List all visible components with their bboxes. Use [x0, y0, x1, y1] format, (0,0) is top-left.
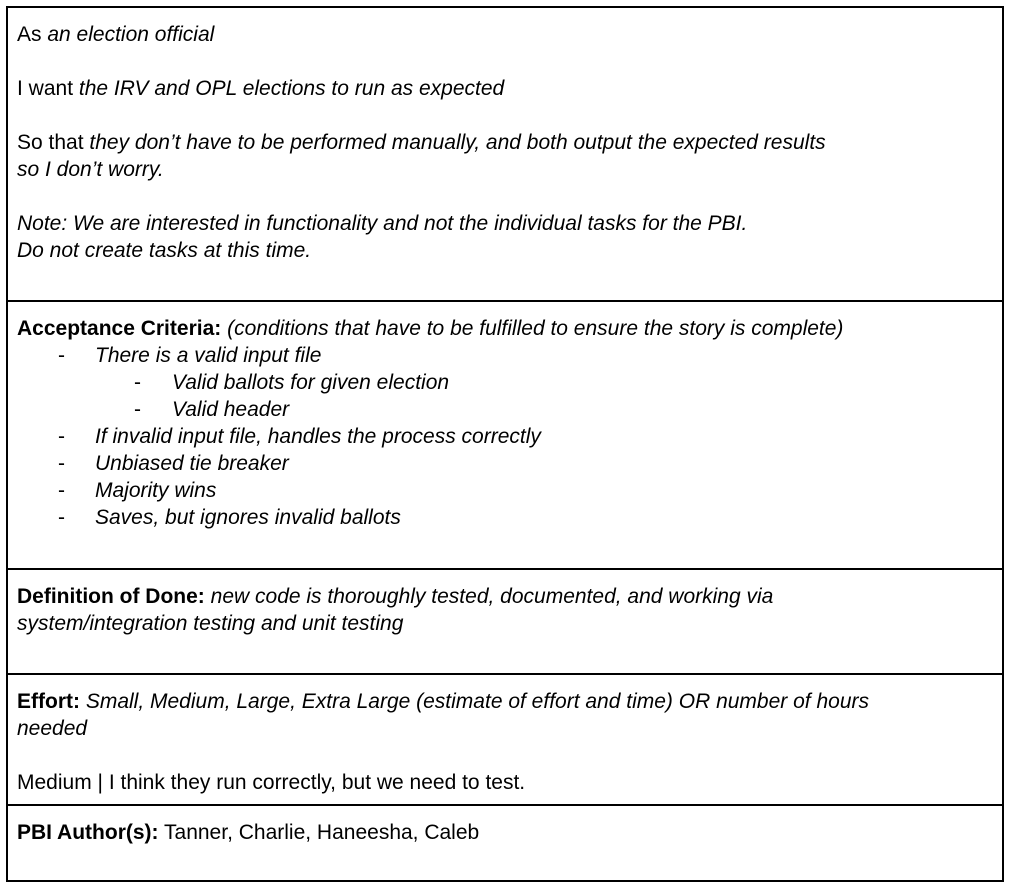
effort-description-cont: needed: [17, 717, 88, 740]
bullet-dash: -: [58, 425, 65, 448]
as-value: an election official: [47, 23, 215, 46]
so-that-label: So that: [17, 131, 84, 154]
bullet-dash: -: [58, 344, 65, 367]
effort-description: Small, Medium, Large, Extra Large (estimate of effort and time) OR number of hours: [85, 690, 869, 713]
as-line: [17, 21, 214, 48]
criteria-item: Saves, but ignores invalid ballots: [95, 506, 401, 529]
acceptance-description: (conditions that have to be fulfilled to ensure the story is complete): [227, 317, 844, 340]
acceptance-label: Acceptance Criteria:: [17, 317, 222, 340]
done-line-1: [17, 583, 773, 610]
user-story-section: [8, 8, 1002, 302]
author-line: [17, 819, 479, 846]
sub-bullet-dash: -: [134, 371, 141, 394]
bullet-dash: -: [58, 479, 65, 502]
acceptance-header: [17, 315, 843, 342]
as-label: As: [17, 23, 42, 46]
want-value: the IRV and OPL elections to run as expected: [78, 77, 505, 100]
criteria-subitem: Valid header: [172, 398, 290, 421]
bullet-dash: -: [58, 452, 65, 475]
so-that-value-cont: so I don’t worry.: [17, 158, 164, 181]
want-label: I want: [17, 77, 74, 100]
criteria-subitem: Valid ballots for given election: [172, 371, 450, 394]
author-label: PBI Author(s):: [17, 821, 159, 844]
acceptance-criteria-section: [8, 302, 1002, 570]
so-that-value: they don’t have to be performed manually, and both output the expected results: [89, 131, 826, 154]
so-that-line: [17, 129, 826, 156]
effort-section: [8, 675, 1002, 806]
author-names: Tanner, Charlie, Haneesha, Caleb: [164, 821, 480, 844]
want-line: [17, 75, 504, 102]
criteria-item: If invalid input file, handles the process correctly: [95, 425, 541, 448]
note-line-2: Do not create tasks at this time.: [17, 239, 312, 262]
effort-line-1: [17, 688, 869, 715]
done-value: new code is thoroughly tested, documented, and working via: [210, 585, 774, 608]
effort-answer: Medium | I think they run correctly, but we need to test.: [17, 771, 526, 794]
effort-label: Effort:: [17, 690, 80, 713]
note-line-1: Note: We are interested in functionality and not the individual tasks for the PBI.: [17, 212, 748, 235]
pbi-card: [6, 6, 1004, 882]
done-value-cont: system/integration testing and unit testing: [17, 612, 404, 635]
definition-of-done-section: [8, 570, 1002, 675]
criteria-item: There is a valid input file: [95, 344, 322, 367]
criteria-item: Unbiased tie breaker: [95, 452, 289, 475]
criteria-item: Majority wins: [95, 479, 217, 502]
bullet-dash: -: [58, 506, 65, 529]
sub-bullet-dash: -: [134, 398, 141, 421]
author-section: [8, 806, 1002, 882]
done-label: Definition of Done:: [17, 585, 205, 608]
